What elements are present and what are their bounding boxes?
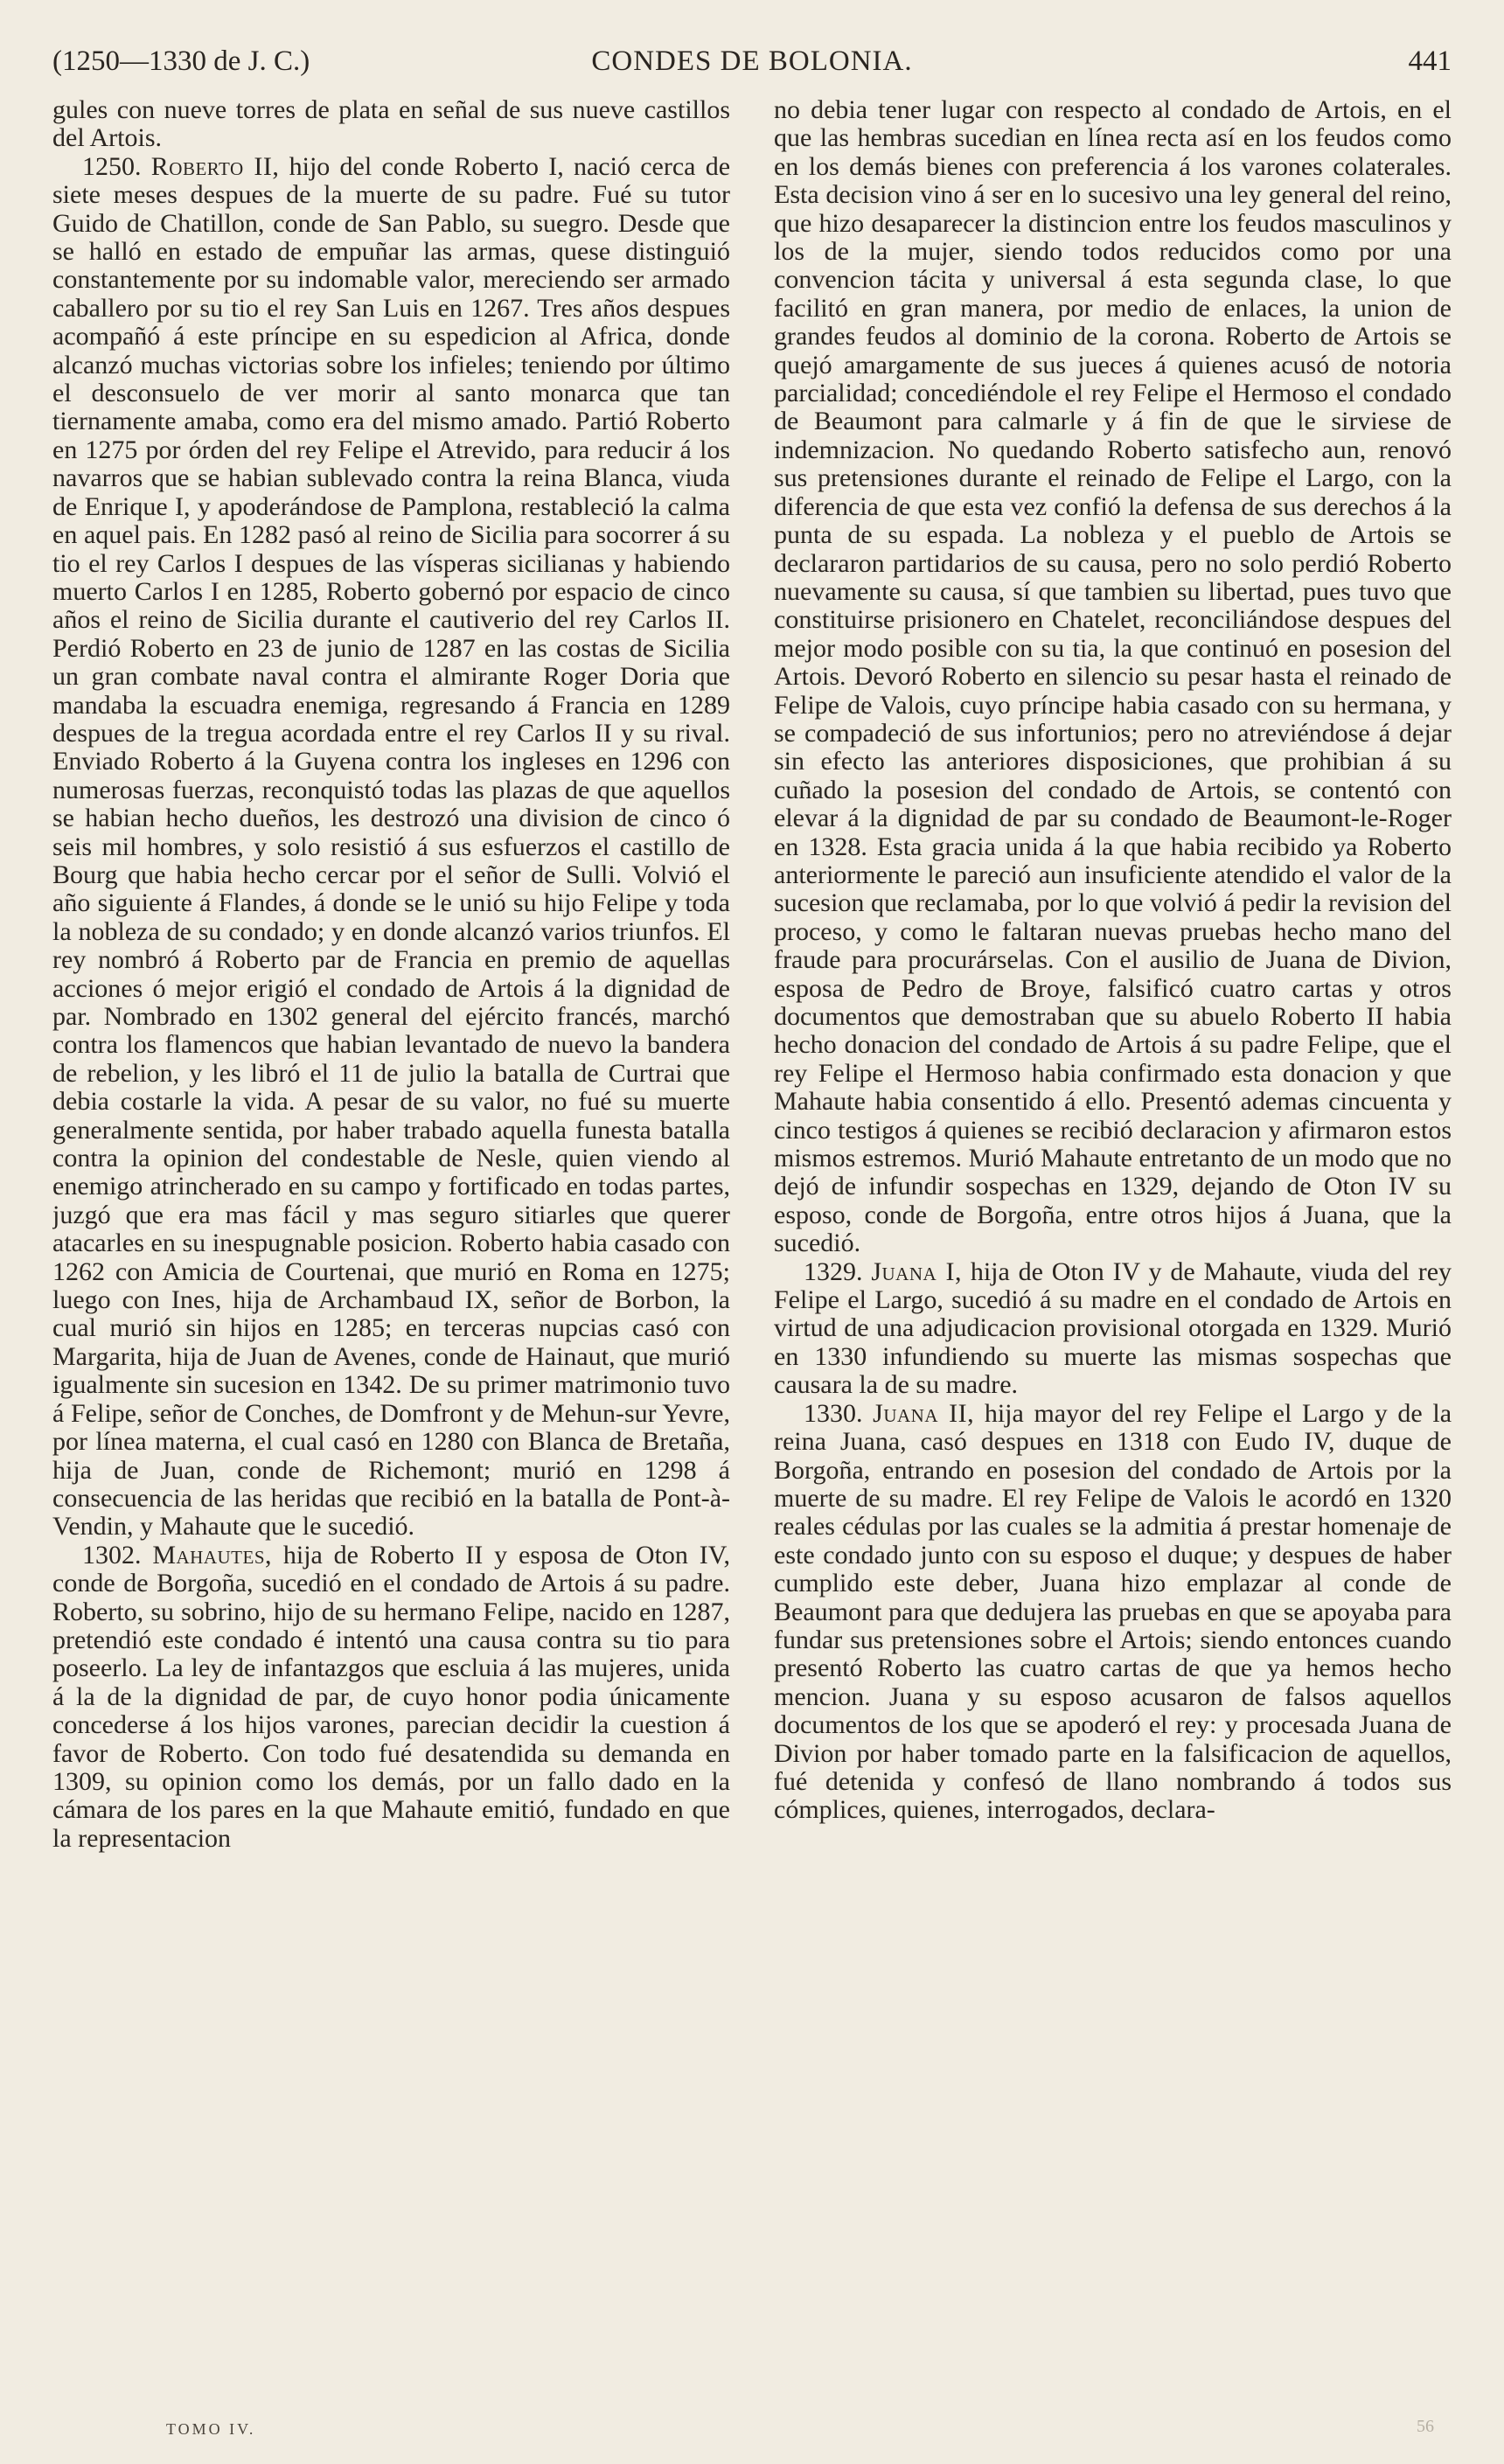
sheet-mark: 56 xyxy=(1417,2417,1434,2436)
entry-year: 1330. xyxy=(804,1398,863,1428)
entry-text: hija de Oton IV y de Mahaute, viuda del rey Felipe el Largo, sucedió á su madre en el condado de Artois en virtud de una adjudicacion provisional otorgada en 1329. Murió en 1330 infundiendo su muerte las mismas sospechas que causara la de su madre. xyxy=(774,1256,1452,1400)
entry-roberto-ii xyxy=(52,153,730,1542)
entry-juana-i xyxy=(774,1258,1452,1400)
right-column xyxy=(774,96,1452,2413)
left-column xyxy=(52,96,730,2413)
paragraph: no debia tener lugar con respecto al condado de Artois, en el que las hembras sucedian en línea recta así en los feudos como en los demás bienes con preferencia á los varones colaterales. Esta decision vino á ser en lo sucesivo una ley general del reino, que hizo desaparecer la distincion entre los feudos masculinos y los de la mujer, siendo todos reducidos como por una convencion tácita y universal á esta segunda clase, lo que facilitó en gran manera, por medio de enlaces, la union de grandes feudos al dominio de la corona. Roberto de Artois se quejó amargamente de sus jueces á quienes acusó de notoria parcialidad; concediéndole el rey Felipe el Hermoso el condado de Beaumont para calmarle y á fin de que le sirviese de indemnizacion. No quedando Roberto satisfecho aun, renovó sus pretensiones durante el reinado de Felipe el Largo, con la diferencia de que esta vez confió la defensa de sus derechos á la punta de su espada. La nobleza y el pueblo de Artois se declararon partidarios de su causa, pero no solo perdió Roberto nuevamente su causa, sí que tambien su libertad, pues tuvo que constituirse prisionero en Chatelet, reconciliándose despues del mejor modo posible con su tia, la que continuó en posesion del Artois. Devoró Roberto en silencio su pesar hasta el reinado de Felipe de Valois, cuyo príncipe habia casado con su hermana, y se compadeció de sus infortunios; pero no atreviéndose á dejar sin efecto las anteriores disposiciones, que prohibian á su cuñado la posesion del condado de Artois, se contentó con elevar á la dignidad de par su condado de Beaumont-le-Roger en 1328. Esta gracia unida á la que habia recibido ya Roberto anteriormente le pareció aun insuficiente atendido el valor de la sucesion que reclamaba, por lo que volvió á pedir la revision del proceso, y como le faltaran nuevas pruebas hecho mano del fraude para procurárselas. Con el ausilio de Juana de Divion, esposa de Pedro de Broye, falsificó cuatro cartas y otros documentos que demostraban que su abuelo Roberto II habia hecho donacion del condado de Artois á su padre Felipe, que el rey Felipe el Hermoso habia confirmado esta donacion y que Mahaute habia consentido á ello. Presentó ademas cincuenta y cinco testigos á quienes se recibió declaracion y afirmaron estos mismos estremos. Murió Mahaute entretanto de un modo que no dejó de infundir sospechas en 1329, dejando de Oton IV su esposo, conde de Borgoña, entre otros hijos á Juana, que la sucedió. xyxy=(774,96,1452,1258)
entry-year: 1329. xyxy=(804,1256,863,1286)
running-header xyxy=(52,45,1452,91)
entry-year: 1302. xyxy=(82,1540,142,1570)
paragraph: gules con nueve torres de plata en señal de sus nueve castillos del Artois. xyxy=(52,96,730,153)
entry-year: 1250. xyxy=(82,151,142,181)
entry-name: Juana II, xyxy=(873,1398,975,1428)
entry-juana-ii xyxy=(774,1400,1452,1825)
entry-mahautes xyxy=(52,1542,730,1853)
page-number: 441 xyxy=(1408,45,1452,77)
printer-signature: TOMO IV. xyxy=(166,2420,256,2438)
entry-text: hija de Roberto II y esposa de Oton IV, conde de Borgoña, sucedió en el condado de Artois á su padre. Roberto, su sobrino, hijo de su hermano Felipe, nacido en 1287, pretendió este condado é intentó una causa contra su tio para poseerlo. La ley de infantazgos que escluia á las mujeres, unida á la de la dignidad de par, de cuyo honor podia únicamente concederse á los hijos varones, parecian decidir la cuestion á favor de Roberto. Con todo fué desatendida su demanda en 1309, su opinion como los demás, por un fallo dado en la cámara de los pares en la que Mahaute emitió, fundado en que la representacion xyxy=(52,1540,730,1853)
header-title: CONDES DE BOLONIA. xyxy=(591,45,913,77)
entry-text: hija mayor del rey Felipe el Largo y de la reina Juana, casó despues en 1318 con Eudo IV, duque de Borgoña, entrando en posesion del condado de Artois por la muerte de su madre. El rey Felipe de Valois le acordó en 1320 reales cédulas por las cuales se la admitia á prestar homenaje de este condado junto con su esposo el duque; y despues de haber cumplido este deber, Juana hizo emplazar al conde de Beaumont para que dedujera las pruebas en que se apoyaba para fundar sus pretensiones sobre el Artois; siendo entonces cuando presentó Roberto las cuatro cartas de que ya hemos hecho mencion. Juana y su esposo acusaron de falsos aquellos documentos de los que se apoderó el rey: y procesada Juana de Divion por haber tomado parte en la falsificacion de aquellos, fué detenida y confesó de llano nombrando á todos sus cómplices, quienes, interrogados, declara- xyxy=(774,1398,1452,1825)
entry-name: Roberto II, xyxy=(150,151,280,181)
entry-name: Mahautes, xyxy=(152,1540,273,1570)
entry-text: hijo del conde Roberto I, nació cerca de siete meses despues de la muerte de su padre. Fué su tutor Guido de Chatillon, conde de San Pablo, su suegro. Desde que se halló en estado de empuñar las armas, quese distinguió constantemente por su indomable valor, mereciendo ser armado caballero por su tio el rey San Luis en 1267. Tres años despues acompañó á este príncipe en su espedicion al Africa, donde alcanzó muchas victorias sobre los infieles; teniendo por último el desconsuelo de ver morir al santo monarca que tan tiernamente amaba, como era del mismo amado. Partió Roberto en 1275 por órden del rey Felipe el Atrevido, para reducir á los navarros que se habian sublevado contra la reina Blanca, viuda de Enrique I, y apoderándose de Pamplona, restableció la calma en aquel pais. En 1282 pasó al reino de Sicilia para socorrer á su tio el rey Carlos I despues de las vísperas sicilianas y habiendo muerto Carlos I en 1285, Roberto gobernó por espacio de cinco años el reino de Sicilia durante el cautiverio del rey Carlos II. Perdió Roberto en 23 de junio de 1287 en las costas de Sicilia un gran combate naval contra el almirante Roger Doria que mandaba la escuadra enemiga, regresando á Francia en 1289 despues de la tregua acordada entre el rey Carlos II y su rival. Enviado Roberto á la Guyena contra los ingleses en 1296 con numerosas fuerzas, reconquistó todas las plazas de que aquellos se habian hecho dueños, les destrozó una division de cinco ó seis mil hombres, y solo resistió á sus esfuerzos el castillo de Bourg que habia hecho cercar por el señor de Sulli. Volvió el año siguiente á Flandes, á donde se le unió su hijo Felipe y toda la nobleza de su condado; y en donde alcanzó varios triunfos. El rey nombró á Roberto par de Francia en premio de aquellas acciones ó mejor erigió el condado de Artois á la dignidad de par. Nombrado en 1302 general del ejército francés, marchó contra los flamencos que habian levantado de nuevo la bandera de rebelion, y les libró el 11 de julio la batalla de Curtrai que debia costarle la vida. A pesar de su valor, no fué su muerte generalmente sentida, por haber trabado aquella funesta batalla contra la opinion del condestable de Nesle, quien viendo al enemigo atrincherado en su campo y fortificado en todas partes, juzgó que era mas fácil y mas seguro sitiarles que querer atacarles en su inespugnable posicion. Roberto habia casado con 1262 con Amicia de Courtenai, que murió en Roma en 1275; luego con Ines, hija de Archambaud IX, señor de Borbon, la cual murió sin hijos en 1285; en terceras nupcias casó con Margarita, hija de Juan de Avenes, conde de Hainaut, que murió igualmente sin sucesion en 1342. De su primer matrimonio tuvo á Felipe, señor de Conches, de Domfront y de Mehun-sur Yevre, por línea materna, el cual casó en 1280 con Blanca de Bretaña, hija de Juan, conde de Richemont; murió en 1298 á consecuencia de las heridas que recibió en la batalla de Pont-à-Vendin, y Mahaute que le sucedió. xyxy=(52,151,730,1542)
header-date-range: (1250—1330 de J. C.) xyxy=(52,45,310,77)
entry-name: Juana I, xyxy=(871,1256,962,1286)
